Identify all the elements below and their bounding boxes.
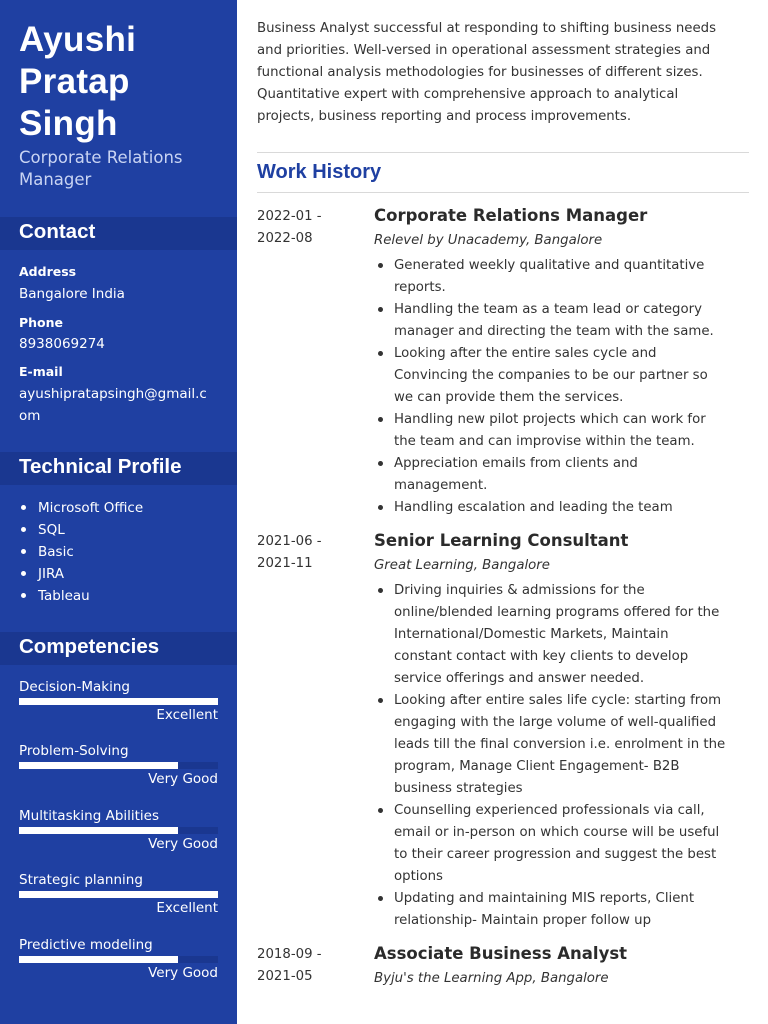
tech-item bbox=[21, 566, 64, 582]
divider bbox=[257, 152, 749, 153]
job-bullet-line: Looking after entire sales life cycle: starting from bbox=[394, 693, 722, 708]
bullet-dot bbox=[378, 698, 383, 703]
bullet-dot bbox=[21, 571, 26, 576]
competency-item bbox=[19, 808, 218, 860]
competency-rating-fill bbox=[19, 762, 178, 769]
competency-name: Multitasking Abilities bbox=[19, 808, 160, 824]
job-date-line: 2021-11 bbox=[257, 556, 313, 571]
competency-rating-bar bbox=[19, 827, 218, 834]
tech-item-label: JIRA bbox=[38, 566, 65, 582]
phone-value[interactable]: 8938069274 bbox=[19, 336, 105, 352]
job-bullet-line: the team and can improvise within the team. bbox=[394, 434, 695, 449]
phone-label: Phone bbox=[19, 315, 64, 330]
job-bullet-line: we can provide them the services. bbox=[394, 390, 624, 405]
competency-rating-bar bbox=[19, 891, 218, 898]
bullet-dot bbox=[378, 808, 383, 813]
competency-rating-fill bbox=[19, 956, 178, 963]
bullet-dot bbox=[378, 307, 383, 312]
summary-line: projects, business reporting and process improvements. bbox=[257, 109, 632, 124]
job-bullet bbox=[374, 343, 752, 409]
job-bullet-line: International/Domestic Markets, Maintain bbox=[394, 627, 669, 642]
email-label: E-mail bbox=[19, 364, 63, 379]
job-bullet-line: options bbox=[394, 869, 443, 884]
tech-item-label: Tableau bbox=[38, 588, 90, 604]
summary-line: and priorities. Well-versed in operational assessment strategies and bbox=[257, 43, 711, 58]
job-bullet bbox=[374, 409, 752, 453]
competency-name: Problem-Solving bbox=[19, 743, 129, 759]
tech-item-label: Microsoft Office bbox=[38, 500, 144, 516]
competency-level: Very Good bbox=[148, 836, 218, 852]
competency-item bbox=[19, 872, 218, 924]
tech-item bbox=[21, 588, 90, 604]
competency-rating-bar bbox=[19, 698, 218, 705]
job-bullet-line: Handling the team as a team lead or category bbox=[394, 302, 702, 317]
name-last: Singh bbox=[19, 104, 118, 143]
contact-heading-bar bbox=[0, 217, 237, 250]
job-date-line: 2022-08 bbox=[257, 231, 313, 246]
job-bullet-line: to their career progression and suggest the best bbox=[394, 847, 717, 862]
job-bullet-line: Counselling experienced professionals via call, bbox=[394, 803, 705, 818]
summary-line: functional analysis methodologies for businesses of different sizes. bbox=[257, 65, 703, 80]
email-value-line-2[interactable]: om bbox=[19, 408, 41, 424]
job-bullet-line: business strategies bbox=[394, 781, 523, 796]
competency-name: Strategic planning bbox=[19, 872, 143, 888]
tech-item-label: Basic bbox=[38, 544, 74, 560]
name-first: Ayushi bbox=[19, 20, 137, 59]
competency-name: Decision-Making bbox=[19, 679, 130, 695]
competencies-heading-bar bbox=[0, 632, 237, 665]
email-value-line-1[interactable]: ayushipratapsingh@gmail.c bbox=[19, 386, 207, 402]
bullet-dot bbox=[378, 896, 383, 901]
competencies-heading: Competencies bbox=[19, 635, 160, 658]
job-dates bbox=[257, 531, 322, 575]
job-bullet-line: Generated weekly qualitative and quantitative bbox=[394, 258, 705, 273]
divider bbox=[257, 192, 749, 193]
competency-name: Predictive modeling bbox=[19, 937, 153, 953]
competency-level: Very Good bbox=[148, 771, 218, 787]
competency-level: Excellent bbox=[156, 707, 218, 723]
job-title: Senior Learning Consultant bbox=[374, 531, 629, 550]
competency-item bbox=[19, 743, 218, 795]
job-bullet bbox=[374, 453, 752, 497]
competency-rating-fill bbox=[19, 698, 218, 705]
job-bullets bbox=[374, 255, 752, 519]
tech-item bbox=[21, 544, 74, 560]
competency-rating-bar bbox=[19, 762, 218, 769]
bullet-dot bbox=[378, 461, 383, 466]
job-bullet-line: email or in-person on which course will be useful bbox=[394, 825, 720, 840]
bullet-dot bbox=[21, 593, 26, 598]
tech-item bbox=[21, 522, 65, 538]
job-date-line: 2022-01 - bbox=[257, 209, 322, 224]
job-bullet-line: Looking after the entire sales cycle and bbox=[394, 346, 657, 361]
job-bullets bbox=[374, 580, 752, 932]
competency-rating-fill bbox=[19, 827, 178, 834]
job-bullet-line: constant contact with key clients to develop bbox=[394, 649, 689, 664]
job-title-line-1: Corporate Relations bbox=[19, 148, 183, 167]
job-company: Relevel by Unacademy, Bangalore bbox=[374, 233, 603, 248]
bullet-dot bbox=[21, 527, 26, 532]
job-bullet-line: Convincing the companies to be our partner so bbox=[394, 368, 708, 383]
job-bullet bbox=[374, 690, 752, 800]
technical-heading: Technical Profile bbox=[19, 455, 182, 478]
job-bullet-line: program, Manage Client Engagement- B2B bbox=[394, 759, 680, 774]
job-title: Corporate Relations Manager bbox=[374, 206, 648, 225]
job-bullet bbox=[374, 800, 752, 888]
bullet-dot bbox=[378, 351, 383, 356]
bullet-dot bbox=[378, 263, 383, 268]
job-title-line-2: Manager bbox=[19, 170, 92, 189]
tech-item-label: SQL bbox=[38, 522, 65, 538]
job-dates bbox=[257, 944, 322, 988]
job-bullet-line: management. bbox=[394, 478, 488, 493]
job-bullet-line: reports. bbox=[394, 280, 446, 295]
competency-item bbox=[19, 937, 218, 989]
job-company: Byju's the Learning App, Bangalore bbox=[374, 971, 609, 986]
competency-rating-bar bbox=[19, 956, 218, 963]
competency-level: Very Good bbox=[148, 965, 218, 981]
name-middle: Pratap bbox=[19, 62, 130, 101]
job-company: Great Learning, Bangalore bbox=[374, 558, 550, 573]
job-bullet bbox=[374, 497, 752, 519]
job-bullet-line: online/blended learning programs offered for the bbox=[394, 605, 720, 620]
contact-heading: Contact bbox=[19, 220, 96, 243]
job-date-line: 2021-05 bbox=[257, 969, 313, 984]
competency-item bbox=[19, 679, 218, 731]
bullet-dot bbox=[378, 505, 383, 510]
work-history-heading: Work History bbox=[257, 161, 382, 183]
job-bullet bbox=[374, 299, 752, 343]
job-bullet-line: manager and directing the team with the same. bbox=[394, 324, 714, 339]
tech-item bbox=[21, 500, 143, 516]
job-bullet-line: Handling escalation and leading the team bbox=[394, 500, 673, 515]
technical-heading-bar bbox=[0, 452, 237, 485]
competency-rating-fill bbox=[19, 891, 218, 898]
job-bullet bbox=[374, 888, 752, 932]
sidebar bbox=[0, 0, 237, 1024]
job-bullet-line: Appreciation emails from clients and bbox=[394, 456, 638, 471]
job-bullet-line: relationship- Maintain proper follow up bbox=[394, 913, 652, 928]
job-bullet-line: engaging with the large volume of well-qualified bbox=[394, 715, 717, 730]
job-bullet bbox=[374, 255, 752, 299]
bullet-dot bbox=[378, 417, 383, 422]
job-date-line: 2021-06 - bbox=[257, 534, 322, 549]
summary-line: Business Analyst successful at responding to shifting business needs bbox=[257, 21, 717, 36]
job-bullet-line: Handling new pilot projects which can work for bbox=[394, 412, 706, 427]
competency-level: Excellent bbox=[156, 900, 218, 916]
professional-summary bbox=[257, 18, 749, 128]
job-date-line: 2018-09 - bbox=[257, 947, 322, 962]
job-bullet bbox=[374, 580, 752, 690]
job-bullet-line: service offerings and answer needed. bbox=[394, 671, 645, 686]
job-bullet-line: Updating and maintaining MIS reports, Client bbox=[394, 891, 695, 906]
job-title: Associate Business Analyst bbox=[374, 944, 628, 963]
summary-line: Quantitative expert with comprehensive approach to analytical bbox=[257, 87, 679, 102]
bullet-dot bbox=[378, 588, 383, 593]
address-value: Bangalore India bbox=[19, 286, 125, 302]
bullet-dot bbox=[21, 505, 26, 510]
bullet-dot bbox=[21, 549, 26, 554]
job-bullet-line: Driving inquiries & admissions for the bbox=[394, 583, 645, 598]
job-dates bbox=[257, 206, 322, 250]
job-bullet-line: leads till the final conversion i.e. enrolment in the bbox=[394, 737, 726, 752]
address-label: Address bbox=[19, 264, 77, 279]
